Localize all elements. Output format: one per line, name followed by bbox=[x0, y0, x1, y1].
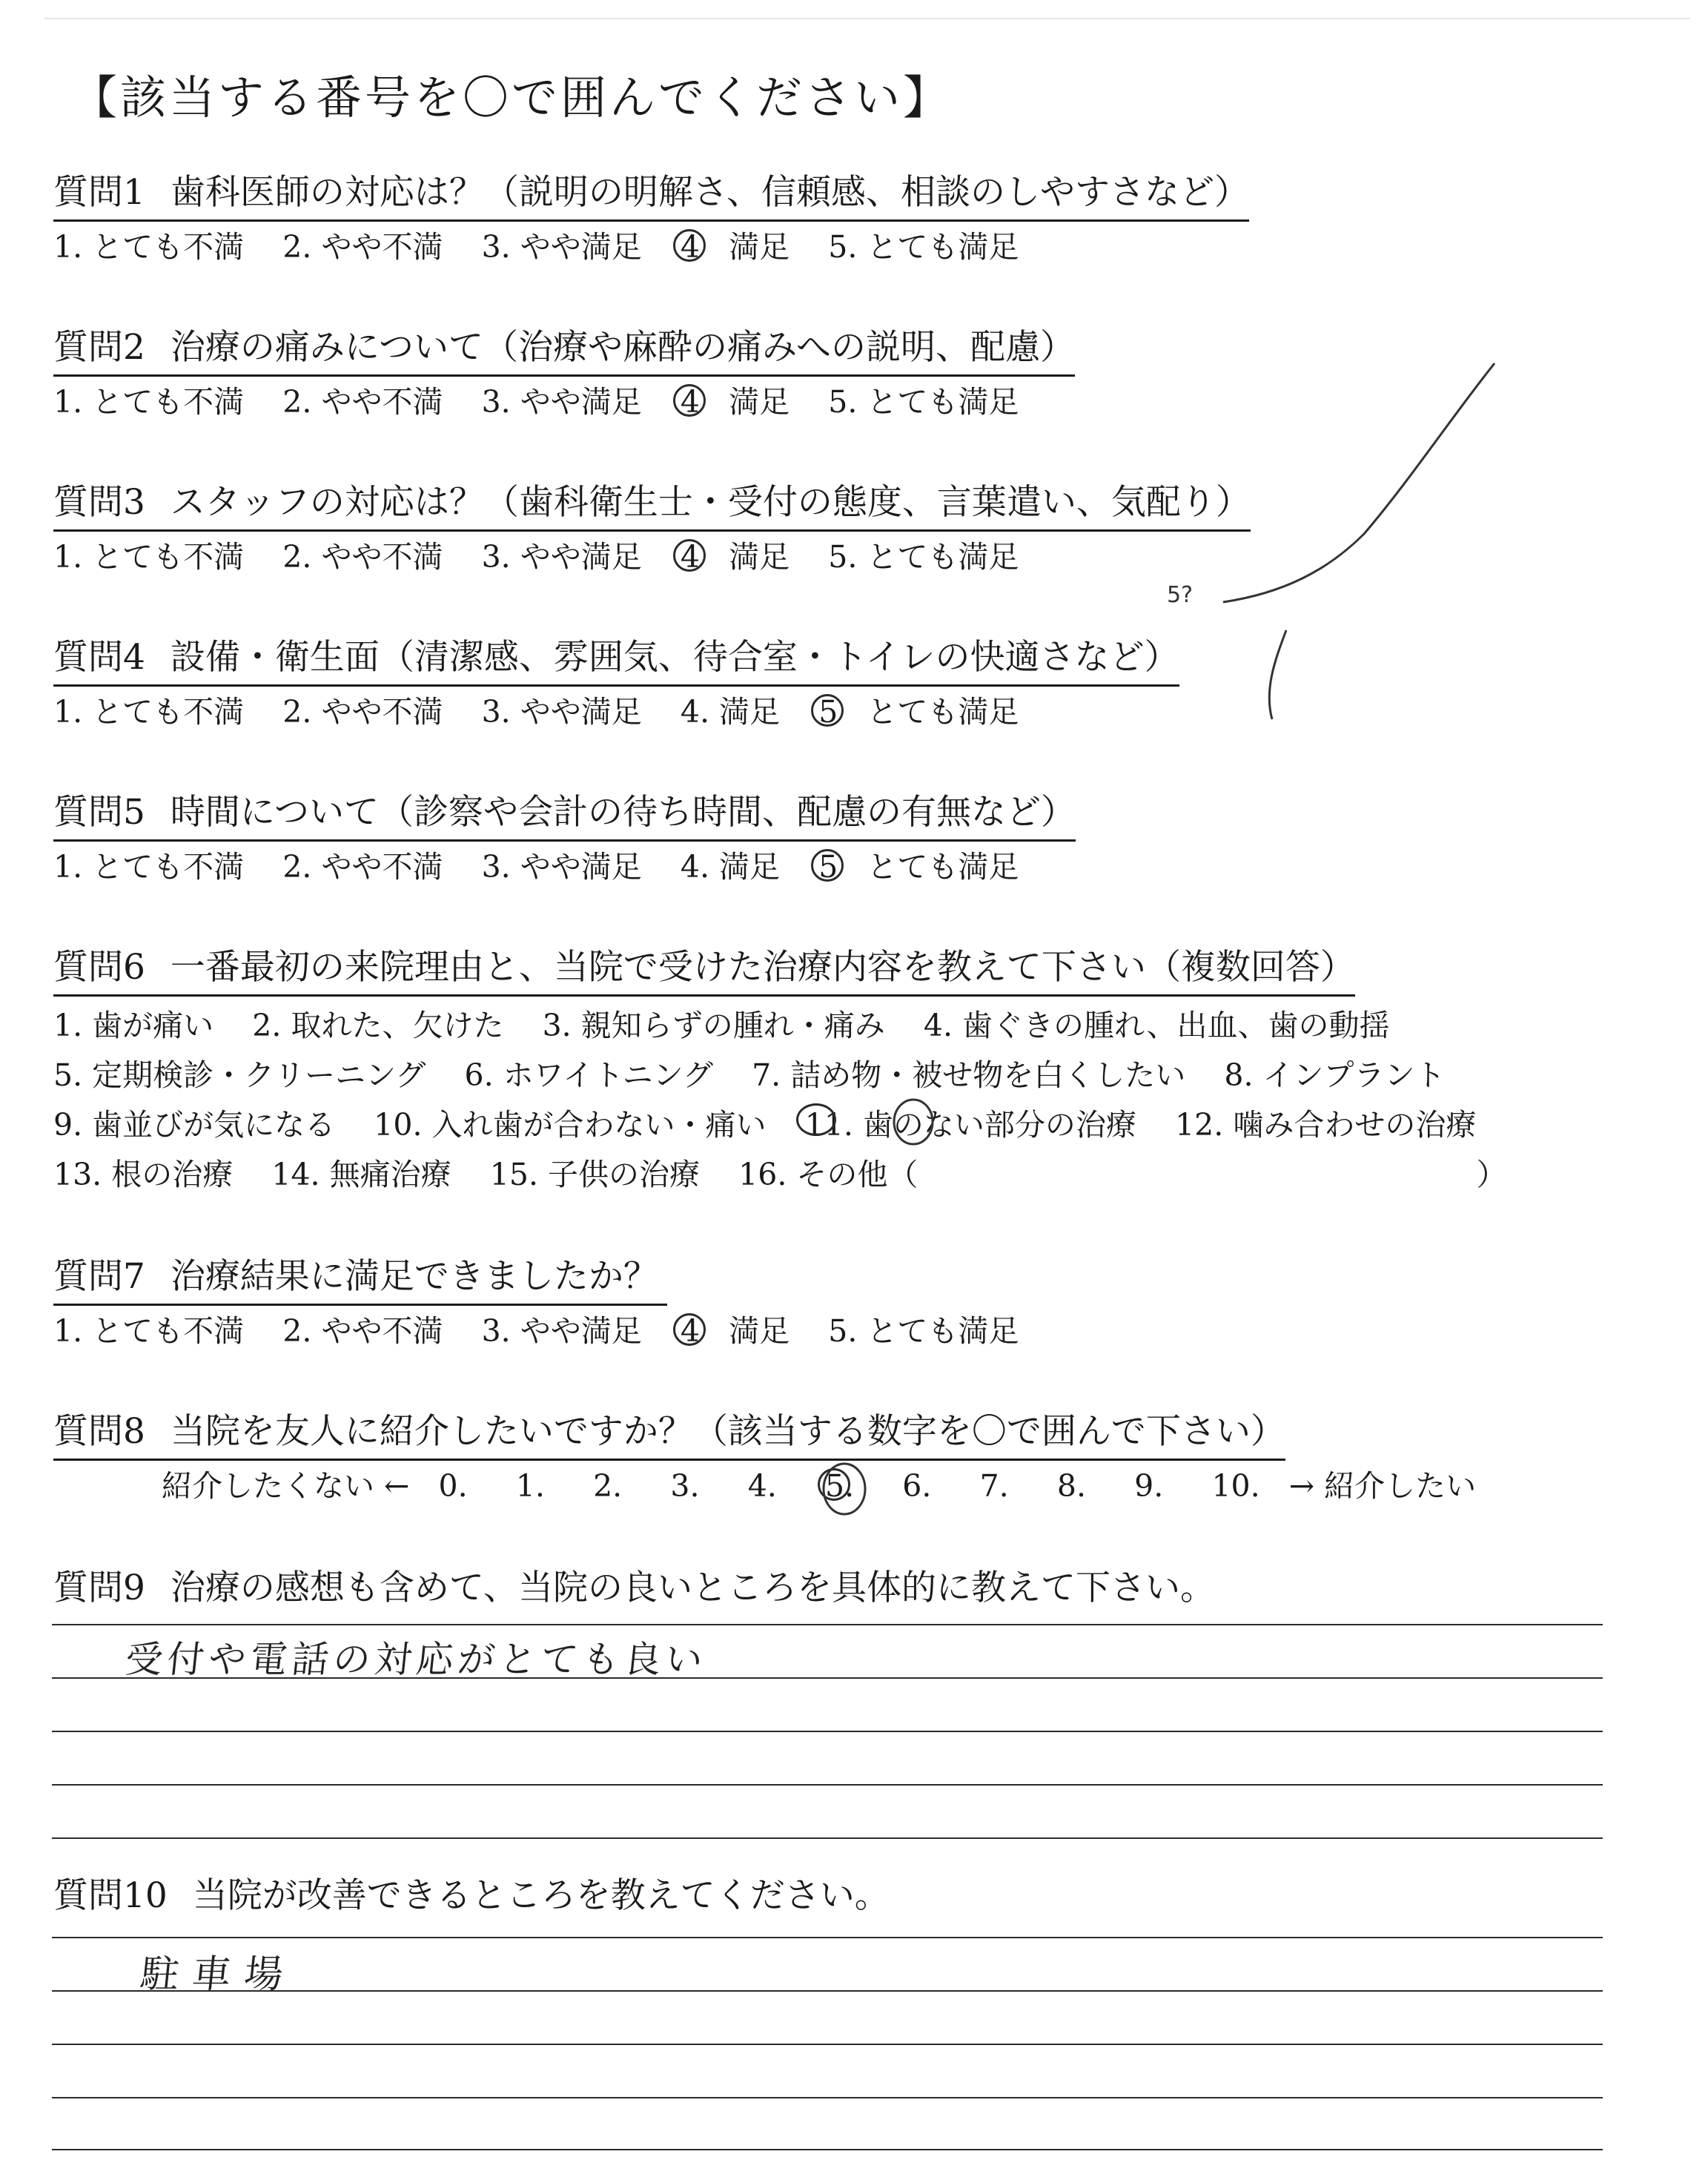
question-7-options bbox=[53, 1310, 1019, 1352]
q6-option-9[interactable]: 9. 歯並びが気になる bbox=[53, 1107, 336, 1143]
question-8-text: 当院を友人に紹介したいですか？（該当する数字を〇で囲んで下さい） bbox=[170, 1411, 1285, 1452]
question-8-label: 質問8 bbox=[53, 1411, 145, 1452]
question-6 bbox=[53, 944, 1506, 1200]
q7-option-5[interactable]: 5. とても満足 bbox=[828, 1313, 1019, 1349]
question-10-label: 質問10 bbox=[53, 1875, 168, 1916]
q6-option-8[interactable]: 8. インプラント bbox=[1224, 1057, 1446, 1093]
q10-handwritten-answer: 駐車場 bbox=[138, 1952, 299, 1997]
q6-option-16[interactable]: 16. その他（ bbox=[738, 1157, 918, 1192]
q6-row-2 bbox=[53, 1051, 1506, 1100]
q5-option-3[interactable]: 3. やや満足 bbox=[481, 849, 642, 885]
q6-option-3[interactable]: 3. 親知らずの腫れ・痛み bbox=[542, 1008, 885, 1043]
question-4-options bbox=[53, 691, 1179, 733]
margin-note: 5? bbox=[1167, 582, 1194, 608]
q10-line-3 bbox=[52, 2044, 1603, 2045]
q6-option-12[interactable]: 12. 噛み合わせの治療 bbox=[1175, 1107, 1477, 1143]
q1-circled-answer: 4 bbox=[681, 226, 700, 268]
q8-circled-answer: 5. bbox=[825, 1465, 854, 1507]
question-9-label: 質問9 bbox=[53, 1568, 145, 1608]
question-3 bbox=[53, 479, 1251, 578]
question-4-label: 質問4 bbox=[53, 637, 145, 678]
question-9-text: 治療の感想も含めて、当院の良いところを具体的に教えて下さい。 bbox=[170, 1568, 1215, 1608]
q6-row-1 bbox=[53, 1001, 1506, 1051]
q8-left-label: 紹介したくない ← bbox=[162, 1468, 410, 1504]
q7-option-2[interactable]: 2. やや不満 bbox=[282, 1313, 443, 1349]
q6-option-5[interactable]: 5. 定期検診・クリーニング bbox=[53, 1057, 426, 1093]
q1-option-2[interactable]: 2. やや不満 bbox=[282, 229, 443, 265]
question-8-scale bbox=[53, 1465, 1476, 1507]
q8-option-1[interactable]: 1. bbox=[515, 1468, 545, 1504]
q9-line-3 bbox=[52, 1731, 1603, 1732]
q6-option-14[interactable]: 14. 無痛治療 bbox=[271, 1157, 451, 1192]
q5-option-2[interactable]: 2. やや不満 bbox=[282, 849, 443, 885]
q1-option-3[interactable]: 3. やや満足 bbox=[481, 229, 642, 265]
question-4-heading bbox=[53, 634, 1179, 687]
q9-line-4 bbox=[52, 1784, 1603, 1786]
q2-option-4-selected[interactable]: 4 満足 bbox=[681, 381, 790, 423]
q2-circled-answer: 4 bbox=[681, 381, 700, 423]
q6-option-6[interactable]: 6. ホワイトニング bbox=[464, 1057, 713, 1093]
q2-option-2[interactable]: 2. やや不満 bbox=[282, 384, 443, 420]
question-5 bbox=[53, 789, 1076, 888]
q5-option-4[interactable]: 4. 満足 bbox=[680, 849, 781, 885]
q9-handwritten-answer: 受付や電話の対応がとても良い bbox=[123, 1638, 709, 1681]
q6-row-4 bbox=[53, 1150, 1506, 1200]
question-9-heading bbox=[53, 1565, 1215, 1612]
question-10-heading bbox=[53, 1872, 890, 1920]
question-8-heading bbox=[53, 1408, 1285, 1461]
q5-option-1[interactable]: 1. とても不満 bbox=[53, 849, 245, 885]
q3-circled-answer: 4 bbox=[681, 536, 700, 578]
question-1-text: 歯科医師の対応は？（説明の明解さ、信頼感、相談のしやすさなど） bbox=[170, 172, 1250, 213]
q9-line-1 bbox=[52, 1624, 1603, 1625]
q8-option-5-selected[interactable] bbox=[825, 1465, 854, 1507]
q6-option-16-close: ） bbox=[1476, 1157, 1507, 1192]
question-5-options bbox=[53, 846, 1076, 888]
q8-option-0[interactable]: 0. bbox=[438, 1468, 468, 1504]
q6-option-10[interactable]: 10. 入れ歯が合わない・痛い bbox=[374, 1107, 767, 1143]
q3-option-3[interactable]: 3. やや満足 bbox=[481, 539, 642, 575]
question-2 bbox=[53, 324, 1075, 423]
q8-option-7[interactable]: 7. bbox=[979, 1468, 1009, 1504]
q6-option-1[interactable]: 1. 歯が痛い bbox=[53, 1008, 214, 1043]
q6-option-11-selected[interactable] bbox=[805, 1100, 1136, 1150]
q3-option-4-selected[interactable]: 4 満足 bbox=[681, 536, 790, 578]
q7-option-3[interactable]: 3. やや満足 bbox=[481, 1313, 642, 1349]
q1-option-4-selected[interactable]: 4 満足 bbox=[681, 226, 790, 268]
q4-option-1[interactable]: 1. とても不満 bbox=[53, 694, 245, 730]
q4-option-2[interactable]: 2. やや不満 bbox=[282, 694, 443, 730]
question-5-text: 時間について（診察や会計の待ち時間、配慮の有無など） bbox=[170, 792, 1076, 833]
pen-tick-near-q4 bbox=[1269, 630, 1286, 719]
q10-line-4 bbox=[52, 2097, 1603, 2098]
q8-right-label: → 紹介したい bbox=[1288, 1468, 1477, 1504]
diagonal-pen-stroke bbox=[1223, 363, 1494, 602]
q3-option-2[interactable]: 2. やや不満 bbox=[282, 539, 443, 575]
question-10-text: 当院が改善できるところを教えてください。 bbox=[192, 1875, 890, 1916]
q6-option-4[interactable]: 4. 歯ぐきの腫れ、出血、歯の動揺 bbox=[923, 1008, 1390, 1043]
question-2-label: 質問2 bbox=[53, 327, 145, 368]
q3-option-5[interactable]: 5. とても満足 bbox=[828, 539, 1019, 575]
question-5-label: 質問5 bbox=[53, 792, 145, 833]
q8-option-3[interactable]: 3. bbox=[670, 1468, 700, 1504]
q8-option-4[interactable]: 4. bbox=[747, 1468, 777, 1504]
q7-circled-answer: 4 bbox=[681, 1310, 700, 1352]
q6-row-3 bbox=[53, 1100, 1506, 1150]
question-6-heading bbox=[53, 944, 1355, 997]
question-2-text: 治療の痛みについて（治療や麻酔の痛みへの説明、配慮） bbox=[170, 327, 1076, 368]
question-6-text: 一番最初の来院理由と、当院で受けた治療内容を教えて下さい（複数回答） bbox=[170, 947, 1355, 988]
question-3-heading bbox=[53, 479, 1251, 532]
q7-option-1[interactable]: 1. とても不満 bbox=[53, 1313, 245, 1349]
q5-option-5-selected[interactable]: 5 とても満足 bbox=[818, 846, 1019, 888]
question-7-text: 治療結果に満足できましたか？ bbox=[170, 1256, 658, 1297]
q8-option-6[interactable]: 6. bbox=[902, 1468, 932, 1504]
q8-option-2[interactable]: 2. bbox=[593, 1468, 623, 1504]
question-4 bbox=[53, 634, 1179, 733]
q6-option-7[interactable]: 7. 詰め物・被せ物を白くしたい bbox=[752, 1057, 1186, 1093]
question-3-label: 質問3 bbox=[53, 482, 145, 523]
question-3-text: スタッフの対応は？（歯科衛生士・受付の態度、言葉遣い、気配り） bbox=[170, 482, 1251, 523]
question-6-options bbox=[53, 1001, 1506, 1200]
q8-option-8[interactable]: 8. bbox=[1056, 1468, 1086, 1504]
q1-option-5[interactable]: 5. とても満足 bbox=[828, 229, 1019, 265]
q6-option-2[interactable]: 2. 取れた、欠けた bbox=[252, 1008, 504, 1043]
q10-line-5 bbox=[52, 2149, 1603, 2150]
q3-option-1[interactable]: 1. とても不満 bbox=[53, 539, 245, 575]
q6-option-11-label: 11. 歯のない部分の治療 bbox=[804, 1107, 1136, 1143]
top-rule bbox=[44, 18, 1690, 19]
q8-option-10[interactable]: 10. bbox=[1211, 1468, 1260, 1504]
q8-option-9[interactable]: 9. bbox=[1134, 1468, 1164, 1504]
question-5-heading bbox=[53, 789, 1076, 842]
question-9 bbox=[53, 1565, 1215, 1612]
q10-line-1 bbox=[52, 1937, 1603, 1938]
q7-option-4-selected[interactable]: 4 満足 bbox=[681, 1310, 790, 1352]
question-3-options bbox=[53, 536, 1251, 578]
q6-option-15[interactable]: 15. 子供の治療 bbox=[489, 1157, 701, 1192]
q2-option-3[interactable]: 3. やや満足 bbox=[481, 384, 642, 420]
question-1 bbox=[53, 169, 1249, 268]
question-2-options bbox=[53, 381, 1075, 423]
question-7 bbox=[53, 1253, 1019, 1352]
q1-option-1[interactable]: 1. とても不満 bbox=[53, 229, 245, 265]
question-8 bbox=[53, 1408, 1476, 1507]
q4-option-5-selected[interactable]: 5 とても満足 bbox=[818, 691, 1019, 733]
q4-option-3[interactable]: 3. やや満足 bbox=[481, 694, 642, 730]
q2-option-1[interactable]: 1. とても不満 bbox=[53, 384, 245, 420]
q5-circled-answer: 5 bbox=[818, 846, 838, 888]
question-4-text: 設備・衛生面（清潔感、雰囲気、待合室・トイレの快適さなど） bbox=[170, 637, 1179, 678]
question-1-label: 質問1 bbox=[53, 172, 145, 213]
question-6-label: 質問6 bbox=[53, 947, 145, 988]
question-7-heading bbox=[53, 1253, 667, 1306]
q2-option-5[interactable]: 5. とても満足 bbox=[828, 384, 1019, 420]
q4-option-4[interactable]: 4. 満足 bbox=[680, 694, 781, 730]
question-2-heading bbox=[53, 324, 1075, 377]
question-1-options bbox=[53, 226, 1249, 268]
question-10 bbox=[53, 1872, 890, 1920]
q4-circled-answer: 5 bbox=[818, 691, 838, 733]
instruction-title: 【該当する番号を〇で囲んでください】 bbox=[71, 70, 953, 125]
q6-option-13[interactable]: 13. 根の治療 bbox=[53, 1157, 234, 1192]
q9-line-5 bbox=[52, 1837, 1603, 1839]
question-1-heading bbox=[53, 169, 1249, 222]
question-7-label: 質問7 bbox=[53, 1256, 145, 1297]
